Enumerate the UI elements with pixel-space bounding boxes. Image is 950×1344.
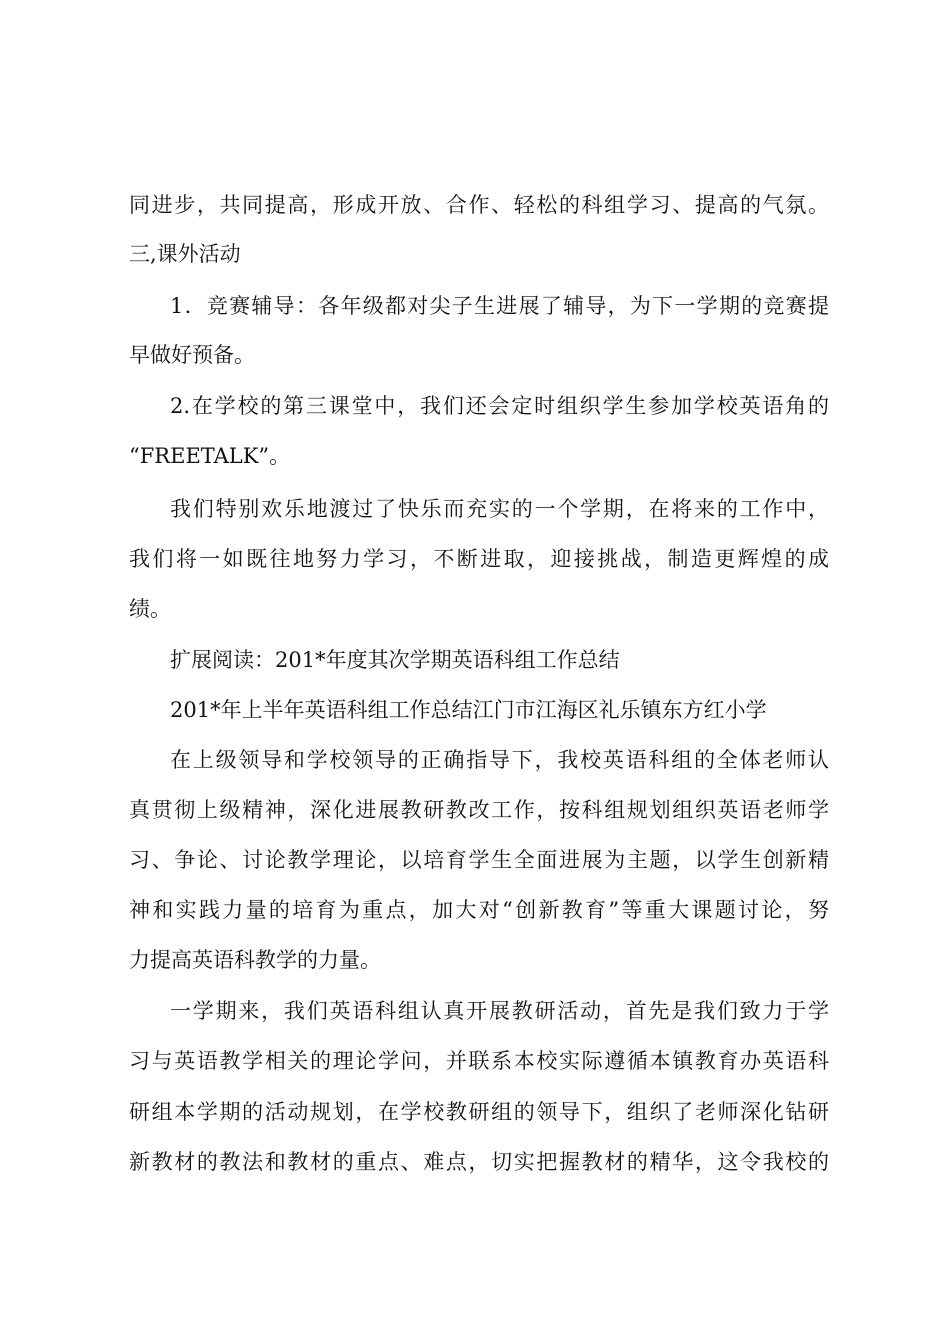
- text-line: 同进步，共同提高，形成开放、合作、轻松的科组学习、提高的气氛。: [129, 193, 829, 217]
- text-line: 绩。: [129, 597, 171, 621]
- text-line: 神和实践力量的培育为重点，加大对“创新教育”等重大课题讨论，努: [129, 898, 829, 922]
- text-line: 早做好预备。: [129, 343, 255, 367]
- section-heading: 三,课外活动: [129, 242, 241, 266]
- text-line: “FREETALK”。: [129, 444, 291, 468]
- text-line: 力提高英语科教学的力量。: [129, 948, 381, 972]
- text-line: 真贯彻上级精神，深化进展教研教改工作，按科组规划组织英语老师学: [129, 798, 829, 822]
- text-line: 扩展阅读：201*年度其次学期英语科组工作总结: [170, 648, 620, 672]
- text-line: 在上级领导和学校领导的正确指导下，我校英语科组的全体老师认: [170, 748, 829, 772]
- text-line: 1．竞赛辅导：各年级都对尖子生进展了辅导，为下一学期的竞赛提: [170, 294, 829, 318]
- text-line: 201*年上半年英语科组工作总结江门市江海区礼乐镇东方红小学: [170, 698, 767, 722]
- text-line: 我们将一如既往地努力学习，不断进取，迎接挑战，制造更辉煌的成: [129, 547, 829, 571]
- text-line: 2.在学校的第三课堂中，我们还会定时组织学生参加学校英语角的: [170, 394, 829, 418]
- text-line: 一学期来，我们英语科组认真开展教研活动，首先是我们致力于学: [170, 999, 829, 1023]
- text-line: 习与英语教学相关的理论学问，并联系本校实际遵循本镇教育办英语科: [129, 1049, 829, 1073]
- text-line: 新教材的教法和教材的重点、难点，切实把握教材的精华，这令我校的: [129, 1150, 829, 1174]
- text-line: 我们特别欢乐地渡过了快乐而充实的一个学期，在将来的工作中，: [170, 497, 829, 521]
- text-line: 研组本学期的活动规划，在学校教研组的领导下，组织了老师深化钻研: [129, 1100, 829, 1124]
- text-line: 习、争论、讨论教学理论，以培育学生全面进展为主题，以学生创新精: [129, 848, 829, 872]
